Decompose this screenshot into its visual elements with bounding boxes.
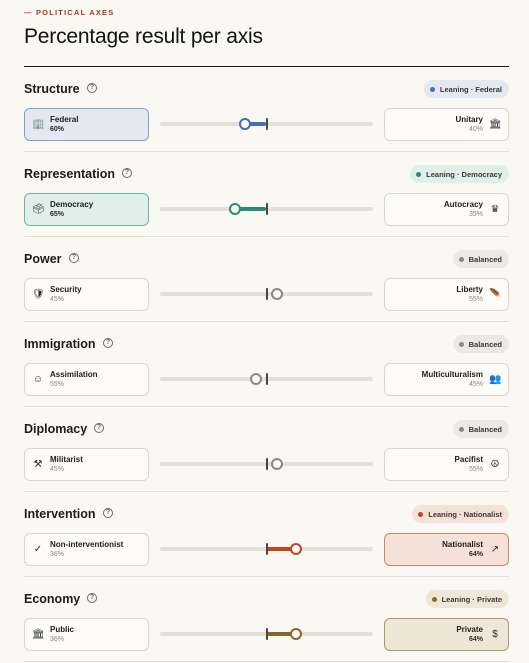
right-pole-name: Autocracy	[443, 200, 483, 209]
right-pole-card	[384, 448, 509, 481]
left-pole-percentage: 36%	[50, 636, 65, 643]
axis-row-economy	[24, 577, 509, 662]
status-dot-icon	[416, 172, 421, 177]
left-pole-name: Security	[50, 285, 82, 294]
right-pole-card	[384, 193, 509, 226]
axis-center-tick	[266, 203, 268, 215]
right-pole-card	[384, 363, 509, 396]
status-badge	[424, 80, 509, 98]
people-icon: 👥	[489, 374, 502, 385]
left-pole-card	[24, 278, 149, 311]
axis-slider-track	[160, 292, 373, 296]
federal-building-icon: 🏢	[32, 119, 45, 130]
axis-slider-track	[160, 547, 373, 551]
kicker: — POLITICAL AXES	[24, 8, 115, 17]
left-pole-percentage: 45%	[50, 466, 65, 473]
status-dot-icon	[459, 342, 464, 347]
status-badge	[453, 335, 509, 353]
axis-slider-track	[160, 377, 373, 381]
status-badge-label: Leaning · Democracy	[426, 169, 502, 179]
axis-row-diplomacy	[24, 407, 509, 492]
status-badge	[426, 590, 509, 608]
left-pole-card	[24, 448, 149, 481]
axis-slider-knob[interactable]	[290, 628, 302, 640]
right-pole-card	[384, 618, 509, 651]
axis-title: Power	[24, 252, 62, 266]
axis-title: Economy	[24, 592, 81, 606]
status-badge-label: Balanced	[468, 254, 502, 264]
axis-slider-track	[160, 632, 373, 636]
axis-slider-knob[interactable]	[229, 203, 241, 215]
left-pole-percentage: 36%	[50, 551, 65, 558]
page-title: Percentage result per axis	[24, 25, 263, 48]
feather-icon: 🪶	[489, 289, 502, 300]
shield-check-icon: ✓	[33, 544, 43, 555]
axis-title: Representation	[24, 167, 115, 181]
status-badge-label: Leaning · Nationalist	[428, 509, 502, 519]
axis-slider-knob[interactable]	[271, 458, 283, 470]
left-pole-name: Public	[50, 625, 75, 634]
status-badge	[412, 505, 509, 523]
right-pole-percentage: 45%	[468, 381, 483, 388]
axis-title: Intervention	[24, 507, 96, 521]
right-pole-name: Multiculturalism	[421, 370, 483, 379]
left-pole-percentage: 45%	[50, 296, 65, 303]
axis-slider-knob[interactable]	[290, 543, 302, 555]
axis-slider-knob[interactable]	[239, 118, 251, 130]
help-icon[interactable]: ?	[87, 83, 97, 93]
axis-center-tick	[266, 288, 268, 300]
status-dot-icon	[432, 597, 437, 602]
status-dot-icon	[459, 257, 464, 262]
bank-icon: 🏛	[32, 629, 45, 640]
right-pole-name: Private	[456, 625, 483, 634]
left-pole-name: Militarist	[50, 455, 83, 464]
right-pole-card	[384, 108, 509, 141]
status-badge	[410, 165, 509, 183]
axis-row-immigration	[24, 322, 509, 407]
left-pole-percentage: 55%	[50, 381, 65, 388]
left-pole-card	[24, 363, 149, 396]
axis-title: Immigration	[24, 337, 96, 351]
right-pole-percentage: 64%	[468, 636, 483, 643]
axis-center-tick	[266, 543, 268, 555]
ballot-box-icon: 🗳	[32, 204, 45, 215]
help-icon[interactable]: ?	[94, 423, 104, 433]
peace-icon: ☮	[490, 459, 500, 470]
status-badge	[453, 250, 509, 268]
left-pole-card	[24, 193, 149, 226]
left-pole-card	[24, 533, 149, 566]
status-dot-icon	[418, 512, 423, 517]
axis-slider-track	[160, 462, 373, 466]
axis-center-tick	[266, 373, 268, 385]
axis-title: Diplomacy	[24, 422, 88, 436]
left-pole-card	[24, 618, 149, 651]
axis-slider-track	[160, 207, 373, 211]
axis-row-representation	[24, 152, 509, 237]
status-badge	[453, 420, 509, 438]
capitol-icon: 🏛	[489, 119, 502, 130]
status-badge-label: Leaning · Private	[441, 594, 502, 604]
axis-slider-knob[interactable]	[271, 288, 283, 300]
status-badge-label: Leaning · Federal	[439, 84, 502, 94]
torch-icon: ↗	[490, 544, 500, 555]
axis-slider-track	[160, 122, 373, 126]
shield-icon: 🛡	[32, 289, 45, 300]
right-pole-card	[384, 278, 509, 311]
help-icon[interactable]: ?	[122, 168, 132, 178]
help-icon[interactable]: ?	[87, 593, 97, 603]
left-pole-name: Assimilation	[50, 370, 98, 379]
left-pole-percentage: 60%	[50, 126, 65, 133]
right-pole-name: Liberty	[456, 285, 483, 294]
right-pole-card	[384, 533, 509, 566]
axis-row-structure	[24, 67, 509, 152]
axis-center-tick	[266, 628, 268, 640]
status-badge-label: Balanced	[468, 424, 502, 434]
person-check-icon: ☺	[32, 374, 44, 385]
status-badge-label: Balanced	[468, 339, 502, 349]
axis-center-tick	[266, 118, 268, 130]
left-pole-name: Non-interventionist	[50, 540, 124, 549]
help-icon[interactable]: ?	[69, 253, 79, 263]
axis-row-power	[24, 237, 509, 322]
right-pole-percentage: 55%	[468, 296, 483, 303]
help-icon[interactable]: ?	[103, 508, 113, 518]
crown-icon: ♛	[490, 204, 500, 215]
axis-slider-knob[interactable]	[250, 373, 262, 385]
left-pole-card	[24, 108, 149, 141]
right-pole-percentage: 55%	[468, 466, 483, 473]
left-pole-name: Democracy	[50, 200, 94, 209]
right-pole-name: Unitary	[455, 115, 483, 124]
right-pole-percentage: 64%	[468, 551, 483, 558]
status-dot-icon	[459, 427, 464, 432]
right-pole-name: Nationalist	[442, 540, 483, 549]
right-pole-percentage: 35%	[468, 211, 483, 218]
left-pole-name: Federal	[50, 115, 79, 124]
dollar-icon: $	[492, 629, 498, 640]
help-icon[interactable]: ?	[103, 338, 113, 348]
axis-row-intervention	[24, 492, 509, 577]
tank-icon: ⚒	[33, 459, 43, 470]
axis-title: Structure	[24, 82, 80, 96]
status-dot-icon	[430, 87, 435, 92]
right-pole-name: Pacifist	[454, 455, 483, 464]
axis-center-tick	[266, 458, 268, 470]
right-pole-percentage: 40%	[468, 126, 483, 133]
left-pole-percentage: 65%	[50, 211, 65, 218]
